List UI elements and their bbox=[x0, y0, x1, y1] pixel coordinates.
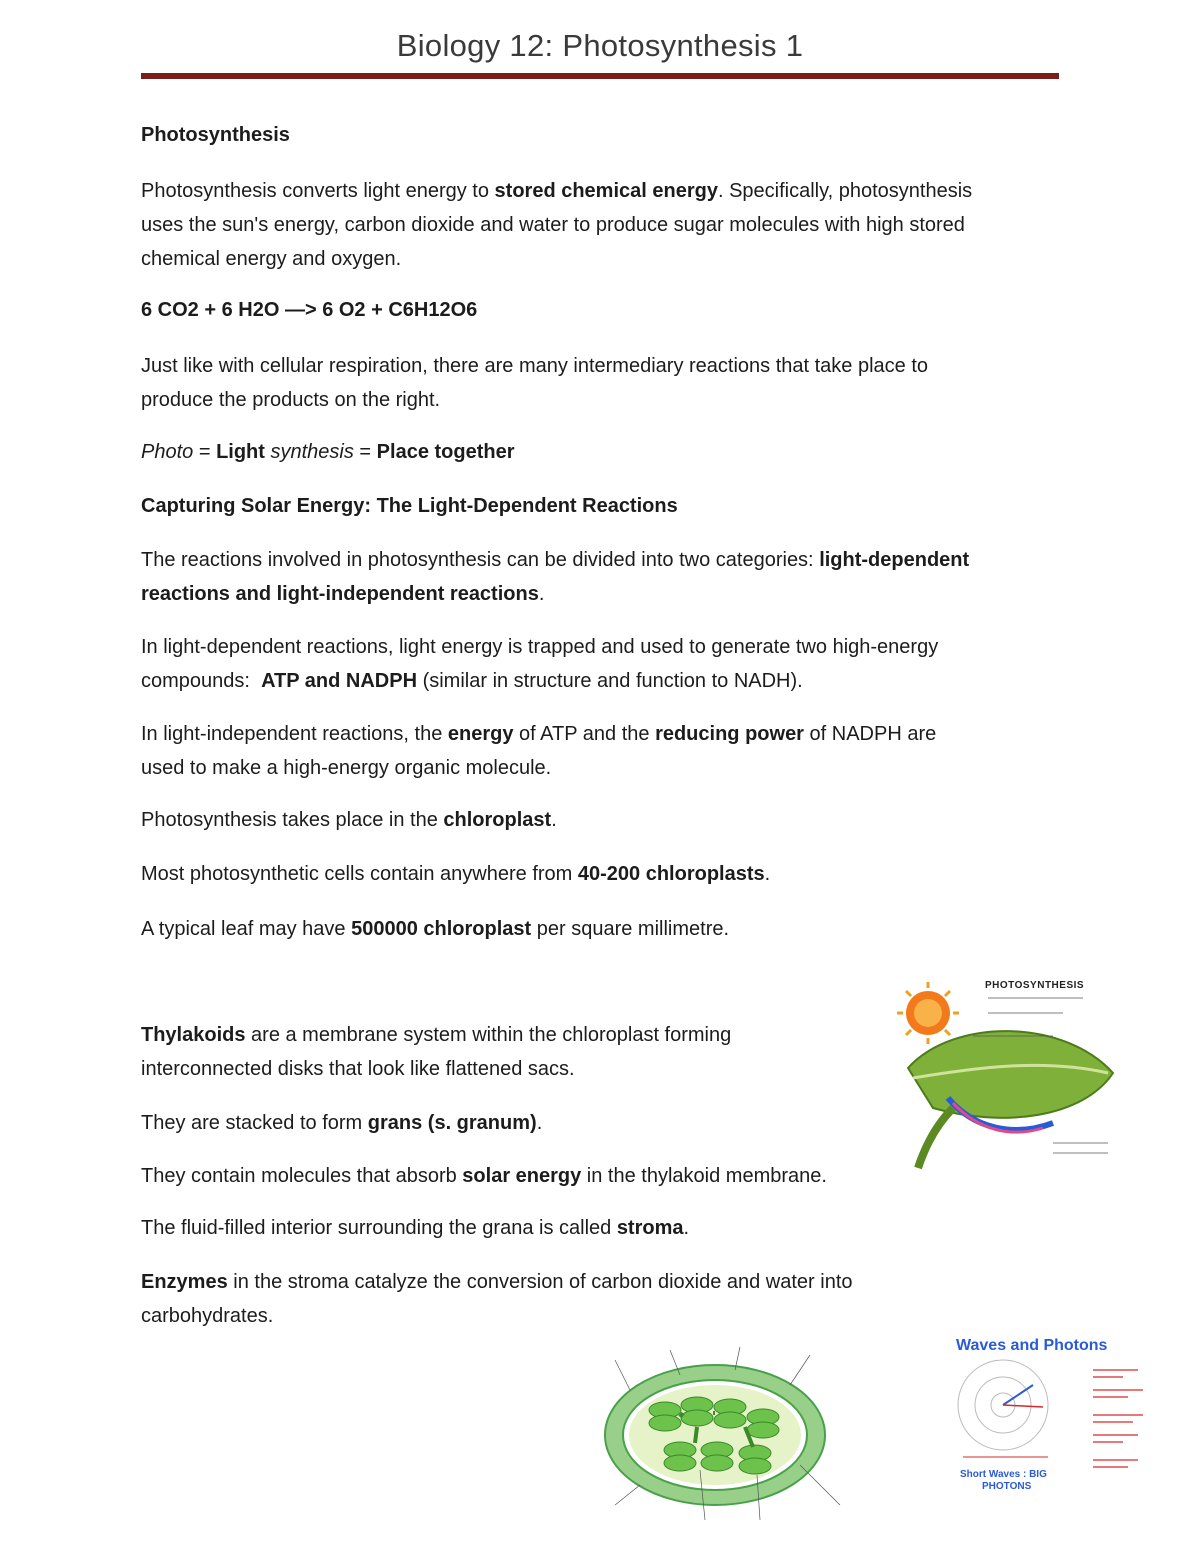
stroma-bold: stroma bbox=[616, 1217, 684, 1239]
photosynthesis-leaf-illustration bbox=[893, 978, 1118, 1173]
enzymes-line-2: carbohydrates. bbox=[141, 1305, 274, 1327]
stroma-text: The fluid-filled interior surrounding the grana is called bbox=[141, 1217, 617, 1239]
light-dependent-end: (similar in structure and function to NADH). bbox=[417, 670, 803, 692]
grana-text: They are stacked to form bbox=[141, 1112, 368, 1134]
etymology-line bbox=[141, 435, 515, 469]
light-independent-bold-1: energy bbox=[447, 723, 514, 745]
photosynthesis-equation: 6 CO2 + 6 H2O —> 6 O2 + C6H12O6 bbox=[141, 299, 478, 321]
page-title: Biology 12: Photosynthesis 1 bbox=[396, 28, 804, 63]
light-dependent-line-1: In light-dependent reactions, light energy is trapped and used to generate two high-energy bbox=[141, 636, 939, 658]
light-dependent-bold: ATP and NADPH bbox=[261, 670, 418, 692]
solar-text: They contain molecules that absorb bbox=[141, 1165, 463, 1187]
categories-text: The reactions involved in photosynthesis can be divided into two categories: bbox=[141, 549, 820, 571]
categories-end: . bbox=[538, 583, 545, 605]
thylakoids-text: are a membrane system within the chloroplast forming bbox=[245, 1024, 732, 1046]
sun-icon bbox=[897, 982, 959, 1044]
intro-paragraph bbox=[141, 174, 972, 276]
light-independent-line-2: used to make a high-energy organic molecule. bbox=[141, 757, 552, 779]
intro-text-end: . Specifically, photosynthesis bbox=[717, 180, 973, 202]
header-divider bbox=[141, 73, 1059, 79]
solar-line bbox=[141, 1159, 827, 1193]
light-dependent-text: compounds: bbox=[141, 670, 262, 692]
leaf-end: per square millimetre. bbox=[531, 918, 730, 940]
etymology-equals-1: = bbox=[193, 441, 217, 463]
intro-text: Photosynthesis converts light energy to bbox=[141, 180, 495, 202]
intermediary-line-1: Just like with cellular respiration, there are many intermediary reactions that take place to bbox=[141, 355, 929, 377]
chloroplast-bold: chloroplast bbox=[443, 809, 552, 831]
chloroplast-end: . bbox=[551, 809, 557, 831]
waves-bottom-label-2: PHOTONS bbox=[982, 1481, 1032, 1492]
stroma-end: . bbox=[683, 1217, 690, 1239]
thylakoids-line-2: interconnected disks that look like flattened sacs. bbox=[141, 1058, 575, 1080]
waves-title: Waves and Photons bbox=[956, 1337, 1108, 1354]
light-independent-end: of NADPH are bbox=[803, 723, 937, 745]
light-dependent-paragraph bbox=[141, 630, 938, 698]
light-independent-text: In light-independent reactions, the bbox=[141, 723, 448, 745]
section-heading-photosynthesis: Photosynthesis bbox=[141, 124, 290, 146]
etymology-synthesis: synthesis bbox=[264, 441, 354, 463]
solar-bold: solar energy bbox=[462, 1165, 582, 1187]
stroma-line bbox=[141, 1211, 689, 1245]
chloroplast-count-line bbox=[141, 857, 770, 891]
count-text: Most photosynthetic cells contain anywhere from bbox=[141, 863, 578, 885]
etymology-photo: Photo bbox=[141, 441, 194, 463]
enzymes-paragraph bbox=[141, 1265, 853, 1333]
leaf-line bbox=[141, 912, 729, 946]
leaf-bold: 500000 chloroplast bbox=[351, 918, 532, 940]
intro-line-3: chemical energy and oxygen. bbox=[141, 248, 402, 270]
intro-bold: stored chemical energy bbox=[494, 180, 718, 202]
etymology-light: Light bbox=[216, 441, 265, 463]
count-end: . bbox=[764, 863, 771, 885]
grana-end: . bbox=[536, 1112, 543, 1134]
grana-bold: grans (s. granum) bbox=[367, 1112, 537, 1134]
chloroplast-figure bbox=[585, 1335, 875, 1535]
chloroplast-diagram bbox=[585, 1335, 875, 1535]
photosynthesis-leaf-figure bbox=[893, 978, 1118, 1173]
grana-line bbox=[141, 1106, 542, 1140]
thylakoids-bold: Thylakoids bbox=[141, 1024, 246, 1046]
poster-title: PHOTOSYNTHESIS bbox=[985, 980, 1085, 991]
chloroplast-line bbox=[141, 803, 557, 837]
intermediary-line-2: produce the products on the right. bbox=[141, 389, 441, 411]
count-bold: 40-200 chloroplasts bbox=[577, 863, 765, 885]
categories-paragraph bbox=[141, 543, 969, 611]
waves-photons-figure bbox=[948, 1335, 1158, 1495]
leaf-text: A typical leaf may have bbox=[141, 918, 352, 940]
categories-bold-2: reactions and light-independent reactions bbox=[141, 583, 539, 605]
section-heading-light-dependent: Capturing Solar Energy: The Light-Dependent Reactions bbox=[141, 495, 678, 517]
waves-bottom-label: Short Waves : BIG bbox=[960, 1469, 1047, 1480]
categories-bold-1: light-dependent bbox=[819, 549, 970, 571]
intermediary-paragraph bbox=[141, 349, 928, 417]
light-independent-paragraph bbox=[141, 717, 936, 785]
light-independent-mid: of ATP and the bbox=[513, 723, 656, 745]
intro-line-2: uses the sun's energy, carbon dioxide and water to produce sugar molecules with high stored bbox=[141, 214, 965, 236]
etymology-equals-2: = bbox=[353, 441, 377, 463]
light-independent-bold-2: reducing power bbox=[655, 723, 804, 745]
thylakoids-paragraph bbox=[141, 1018, 731, 1086]
solar-end: in the thylakoid membrane. bbox=[581, 1165, 827, 1187]
enzymes-text: in the stroma catalyze the conversion of carbon dioxide and water into bbox=[227, 1271, 853, 1293]
enzymes-bold: Enzymes bbox=[141, 1271, 228, 1293]
etymology-place: Place together bbox=[376, 441, 515, 463]
chloroplast-text: Photosynthesis takes place in the bbox=[141, 809, 444, 831]
